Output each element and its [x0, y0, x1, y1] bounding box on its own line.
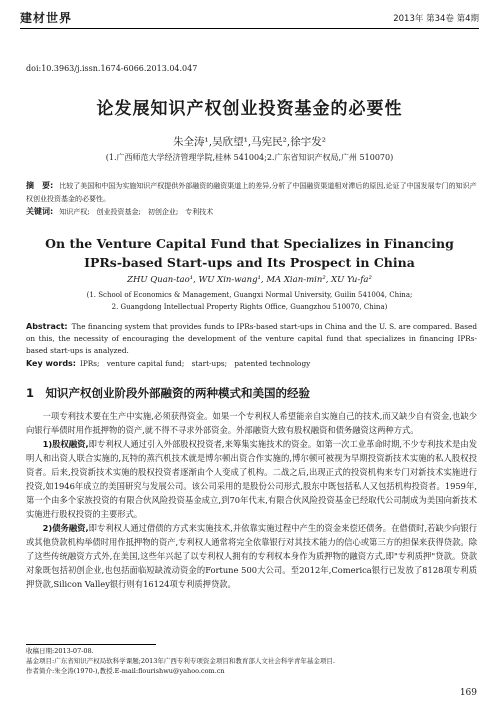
paragraph-text: 即专利权人通过引入外部股权投资者,来筹集实施技术的资金。如第一次工业革命时期,不少专利技术是由发明人和出资人联合实施的,瓦特的蒸汽机技术就是博尔顿出资合作实施的,博尔顿可被视为早期投资新技术实施的私人股权投资者。后来,投资新技术实施的股权投资者逐渐由个人变成了机构。二战之后,出现正式的投资机构来专门对新技术实施进行投资,如1946年成立的美国研究与发展公司。该公司采用的是股份公司形式,股东中既包括私人又包括机构投资者。1959年,第一个由多个家族投资的有限合伙风险投资基金成立,到70年代末,有限合伙风险投资基金已经取代公司制成为美国向新技术实施进行股权投资的主要形式。	[26, 439, 478, 519]
footnote-received: 收稿日期:2013-07-08.	[26, 647, 94, 655]
footnote-rule	[26, 644, 156, 645]
abstract-chinese	[26, 179, 477, 206]
affiliations-chinese: (1.广西师范大学经济管理学院,桂林 541004;2.广东省知识产权局,广州 510070)	[105, 153, 394, 162]
title-english-line2: IPRs-based Start-ups and Its Prospect in China	[84, 255, 415, 270]
issue-info: 2013年 第34卷 第4期	[393, 14, 479, 24]
paragraph-lead: 2)债务融资,	[42, 523, 89, 533]
paragraph	[26, 521, 477, 591]
affiliations-english	[0, 289, 499, 313]
keywords-english-label: Key words:	[26, 359, 77, 368]
abstract-english	[26, 321, 477, 357]
abstract-english-label: Abstract:	[26, 322, 68, 331]
journal-name: 建材世界	[20, 11, 73, 25]
doi[interactable]: doi:10.3963/j.issn.1674-6066.2013.04.047	[26, 64, 198, 73]
abstract-label: 摘 要:	[26, 181, 54, 190]
footnote-fund: 基金项目:广东省知识产权局软科学课题;2013年广西专利专项资金项目和教育部人文社会科学青年基金项目.	[26, 657, 335, 665]
body-text	[26, 409, 477, 591]
affiliation-line1: (1. School of Economics & Management, Guangxi Normal University, Guilin 541004, China;	[86, 291, 413, 299]
affiliation-line2: 2. Guangdong Intellectual Property Rights Office, Guangzhou 510070, China)	[111, 303, 388, 311]
keywords-english-text: IPRs; venture capital fund; start-ups; patented technology	[80, 359, 311, 368]
paragraph: 一项专利技术要在生产中实施,必须获得资金。如果一个专利权人希望能亲自实施自己的技术,而又缺少自有资金,也缺少向银行举债时用作抵押物的资产,就不得不寻求外部资金。外部融资大致有股权融资和债务融资这两种方式。	[26, 411, 477, 435]
title-chinese: 论发展知识产权创业投资基金的必要性	[96, 99, 403, 119]
title-english-line1: On the Venture Capital Fund that Specializes in Financing	[45, 236, 454, 251]
abstract-english-text: The financing system that provides funds to IPRs-based start-ups in China and the U. S. are compared. Based on this, the necessity of encouraging the development of the venture capital fund that specializes in financing IPRs-based start-ups is analyzed.	[26, 322, 477, 355]
keywords-text: 知识产权; 创业投资基金; 初创企业; 专利技术	[59, 208, 214, 216]
authors-english: ZHU Quan-tao¹, WU Xin-wang¹, MA Xian-min², XU Yu-fa²	[127, 275, 372, 285]
keywords-chinese	[26, 206, 477, 217]
keywords-label: 关键词:	[26, 207, 54, 216]
paragraph-lead: 1)股权融资,	[42, 439, 89, 449]
title-english	[0, 234, 499, 272]
footnote-author: 作者简介:朱全涛(1970-),教授.E-mail:flourishwu@yahoo.com.cn	[26, 667, 225, 675]
paragraph-text: 即专利权人通过借债的方式来实施技术,并依靠实施过程中产生的资金来偿还债务。在借债时,若缺少向银行或其他贷款机构举债时用作抵押物的资产,专利权人通常将完全依靠银行对其技术能力的信心或第三方的担保来获得贷款。除了这些传统融资方式外,在美国,这些年兴起了以专利权人拥有的专利权本身作为质押物的融资方式,即"专利质押"贷款。贷款对象既包括初创企业,也包括面临短缺流动资金的Fortune 500大公司。至2012年,Comerica银行已发放了8128项专利质押贷款,Silicon Valley银行则有16124项专利质押贷款。	[26, 523, 478, 589]
header-rule	[20, 28, 479, 29]
footnote	[26, 646, 477, 676]
paragraph	[26, 437, 477, 521]
keywords-english	[26, 359, 477, 369]
section-heading: 1 知识产权创业阶段外部融资的两种模式和美国的经验	[26, 386, 310, 400]
page-number: 169	[459, 688, 477, 698]
authors-chinese: 朱全涛¹,吴欣望¹,马宪民²,徐宇发²	[173, 136, 326, 148]
abstract-text: 比较了美国和中国为实施知识产权提供外部融资的融资渠道上的差异,分析了中国融资渠道相对滞后的原因,论证了中国发展专门的知识产权创业投资基金的必要性。	[26, 182, 477, 203]
